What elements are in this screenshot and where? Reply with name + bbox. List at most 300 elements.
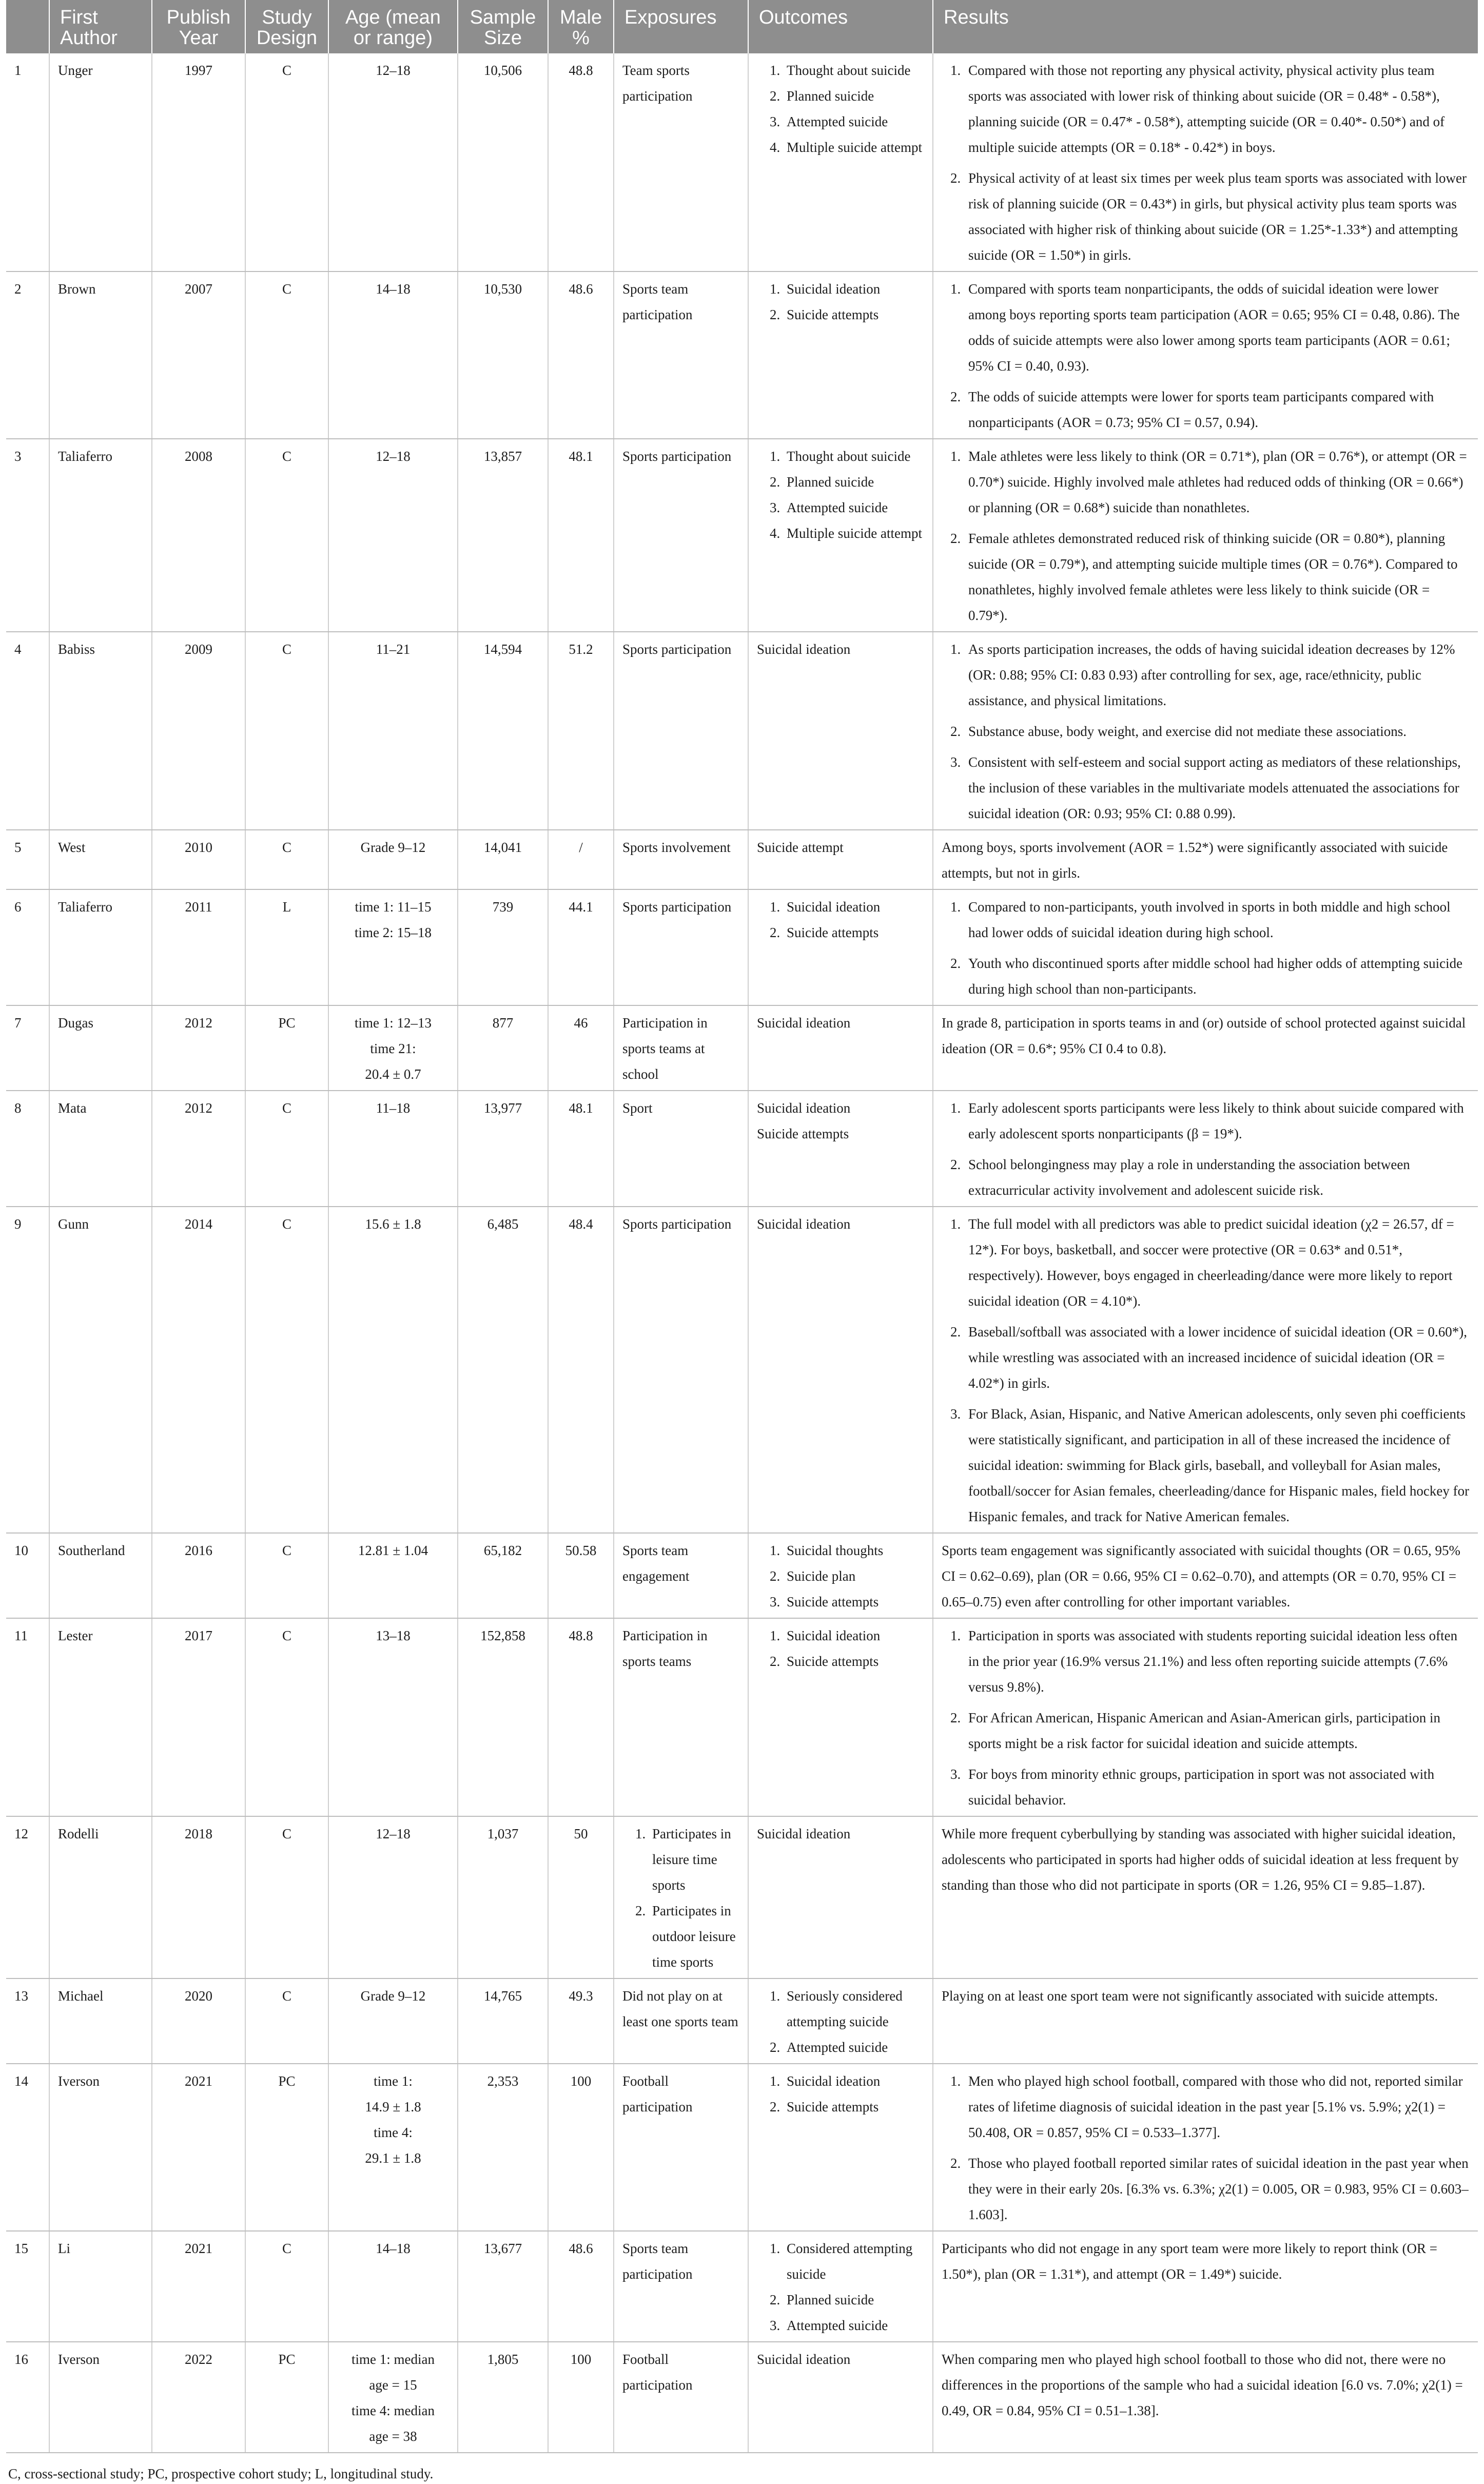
- cell-outcomes: [748, 2064, 933, 2231]
- cell-age: [328, 1005, 458, 1091]
- header-publish-year: Publish Year: [152, 0, 245, 53]
- cell-outcomes-line: Suicidal ideation: [757, 2352, 851, 2367]
- cell-number: 6: [6, 889, 49, 1005]
- cell-results: [933, 439, 1478, 632]
- cell-age: [328, 2064, 458, 2231]
- cell-study-design: C: [245, 439, 328, 632]
- cell-results: [933, 1207, 1478, 1533]
- cell-outcomes: [748, 1816, 933, 1978]
- cell-study-design: C: [245, 2231, 328, 2342]
- cell-study-design: PC: [245, 1005, 328, 1091]
- cell-exposures-line: Sports involvement: [622, 840, 731, 855]
- cell-outcomes-item: 3. Attempted suicide: [784, 495, 924, 520]
- cell-exposures-item: 2. Participates in outdoor leisure time sports: [649, 1898, 739, 1975]
- cell-first-author: Li: [49, 2231, 152, 2342]
- cell-sample-size: 14,765: [458, 1978, 548, 2064]
- table-row: [6, 2231, 1478, 2342]
- cell-outcomes-item: 2. Suicide attempts: [784, 1648, 924, 1674]
- cell-results-item: 2. Physical activity of at least six times per week plus team sports was associated with lower risk of planning suicide (OR = 0.43*) in girls, but physical activity plus team sports was associated with higher risk of thinking about suicide (OR = 1.25*-1.33*) and attempting suicide (OR = 1.50*) in girls.: [964, 165, 1470, 268]
- cell-exposures-line: Sports team engagement: [622, 1543, 690, 1584]
- cell-results-list: [942, 443, 1470, 628]
- cell-exposures: [614, 1816, 748, 1978]
- cell-results-line: While more frequent cyberbullying by standing was associated with higher suicidal ideation, adolescents who participated in sports had higher odds of suicidal ideation at less frequent by standing than those who did not participate in sports (OR = 1.26, 95% CI = 9.85–1.87).: [942, 1826, 1459, 1893]
- cell-exposures-item: 1. Participates in leisure time sports: [649, 1821, 739, 1898]
- cell-age-line: time 21:: [370, 1041, 416, 1056]
- cell-sample-size: 65,182: [458, 1533, 548, 1618]
- cell-age-line: 11–18: [376, 1100, 411, 1116]
- cell-study-design: C: [245, 632, 328, 830]
- header-exposures: Exposures: [614, 0, 748, 53]
- cell-exposures: [614, 2064, 748, 2231]
- header-results: Results: [933, 0, 1478, 53]
- cell-results-list: [942, 894, 1470, 1002]
- cell-first-author: Rodelli: [49, 1816, 152, 1978]
- cell-exposures-list: [622, 1821, 739, 1975]
- cell-age-line: time 1:: [374, 2073, 413, 2089]
- cell-exposures-line: Sports participation: [622, 642, 732, 657]
- cell-results-item: 2. School belongingness may play a role in understanding the association between extracurricular activity involvement and adolescent suicide risk.: [964, 1152, 1470, 1203]
- cell-male-percent: 44.1: [548, 889, 614, 1005]
- cell-outcomes: [748, 1005, 933, 1091]
- cell-outcomes-list: [757, 1538, 924, 1615]
- cell-age: [328, 439, 458, 632]
- cell-results-item: 1. The full model with all predictors was able to predict suicidal ideation (χ2 = 26.57, df = 12*). For boys, basketball, and soccer were protective (OR = 0.63* and 0.51*, respectively). However, boys engaged in cheerleading/dance were more likely to report suicidal ideation (OR = 4.10*).: [964, 1211, 1470, 1314]
- cell-results: [933, 53, 1478, 271]
- cell-sample-size: 14,041: [458, 830, 548, 889]
- cell-results: [933, 1978, 1478, 2064]
- cell-sample-size: 1,037: [458, 1816, 548, 1978]
- cell-outcomes-list: [757, 2068, 924, 2120]
- cell-age: [328, 830, 458, 889]
- cell-publish-year: 2010: [152, 830, 245, 889]
- header-outcomes: Outcomes: [748, 0, 933, 53]
- cell-outcomes-item: 1. Considered attempting suicide: [784, 2236, 924, 2287]
- header-study-design: Study Design: [245, 0, 328, 53]
- cell-publish-year: 2012: [152, 1005, 245, 1091]
- cell-age-line: 12–18: [376, 449, 411, 464]
- cell-age: [328, 271, 458, 439]
- cell-results-list: [942, 1095, 1470, 1203]
- header-age: Age (mean or range): [328, 0, 458, 53]
- cell-number: 4: [6, 632, 49, 830]
- cell-first-author: Taliaferro: [49, 889, 152, 1005]
- table-row: [6, 1618, 1478, 1816]
- cell-age: [328, 2231, 458, 2342]
- cell-outcomes-item: 1. Thought about suicide: [784, 57, 924, 83]
- cell-outcomes-list: [757, 276, 924, 327]
- cell-results: [933, 1533, 1478, 1618]
- table-body: [6, 53, 1478, 2453]
- cell-exposures: [614, 1618, 748, 1816]
- cell-outcomes-item: 1. Suicidal ideation: [784, 894, 924, 920]
- cell-outcomes-line: Suicidal ideation: [757, 642, 851, 657]
- cell-publish-year: 2014: [152, 1207, 245, 1533]
- cell-sample-size: 10,530: [458, 271, 548, 439]
- cell-male-percent: 50.58: [548, 1533, 614, 1618]
- table-header: [6, 0, 1478, 53]
- header-first-author: First Author: [49, 0, 152, 53]
- cell-results: [933, 830, 1478, 889]
- cell-age-line: 11–21: [376, 642, 411, 657]
- cell-exposures-line: Sports participation: [622, 899, 732, 915]
- cell-age: [328, 1618, 458, 1816]
- cell-age-line: age = 15: [369, 2377, 417, 2393]
- cell-male-percent: 48.8: [548, 1618, 614, 1816]
- cell-male-percent: /: [548, 830, 614, 889]
- cell-first-author: Dugas: [49, 1005, 152, 1091]
- cell-exposures: [614, 1207, 748, 1533]
- cell-age-line: time 4: median: [352, 2403, 435, 2418]
- table-row: [6, 2064, 1478, 2231]
- cell-outcomes: [748, 1533, 933, 1618]
- cell-publish-year: 2007: [152, 271, 245, 439]
- cell-exposures: [614, 53, 748, 271]
- header-no: [6, 0, 49, 53]
- cell-exposures: [614, 1091, 748, 1207]
- cell-male-percent: 48.4: [548, 1207, 614, 1533]
- cell-results-item: 1. Participation in sports was associated with students reporting suicidal ideation less often in the prior year (16.9% versus 21.1%) and less often reporting suicide attempts (7.6% versus 9.8%).: [964, 1623, 1470, 1700]
- cell-study-design: C: [245, 1091, 328, 1207]
- cell-outcomes-line: Suicidal ideation: [757, 1216, 851, 1232]
- cell-publish-year: 2009: [152, 632, 245, 830]
- table-row: [6, 1816, 1478, 1978]
- cell-results-item: 3. For boys from minority ethnic groups, participation in sport was not associated with suicidal behavior.: [964, 1761, 1470, 1813]
- cell-publish-year: 2021: [152, 2064, 245, 2231]
- cell-age-line: 20.4 ± 0.7: [365, 1066, 421, 1082]
- cell-results: [933, 1005, 1478, 1091]
- cell-age-line: time 1: 11–15: [355, 899, 432, 915]
- cell-male-percent: 48.6: [548, 2231, 614, 2342]
- cell-age-line: 12.81 ± 1.04: [358, 1543, 428, 1558]
- cell-publish-year: 2020: [152, 1978, 245, 2064]
- cell-study-design: PC: [245, 2342, 328, 2453]
- cell-male-percent: 51.2: [548, 632, 614, 830]
- table-row: [6, 53, 1478, 271]
- cell-exposures: [614, 1005, 748, 1091]
- cell-age: [328, 1533, 458, 1618]
- cell-number: 14: [6, 2064, 49, 2231]
- cell-outcomes-item: 2. Attempted suicide: [784, 2034, 924, 2060]
- cell-outcomes-line: Suicidal ideation: [757, 1100, 851, 1116]
- cell-results-item: 1. Compared with those not reporting any physical activity, physical activity plus team sports was associated with lower risk of thinking about suicide (OR = 0.48* - 0.58*), planning suicide (OR = 0.47* - 0.58*), attempting suicide (OR = 0.40*- 0.50*) and of multiple suicide attempts (OR = 0.18* - 0.42*) in boys.: [964, 57, 1470, 160]
- cell-results: [933, 2231, 1478, 2342]
- cell-results-item: 3. For Black, Asian, Hispanic, and Native American adolescents, only seven phi coefficients were statistically significant, and participation in all of these increased the incidence of suicidal ideation: swimming for Black girls, baseball, and volleyball for Asian males, football/soccer for Asian females, cheerleading/dance for Hispanic males, field hockey for Hispanic females, and track for Native American females.: [964, 1401, 1470, 1529]
- study-table: [6, 0, 1478, 2453]
- cell-outcomes-list: [757, 1983, 924, 2060]
- cell-first-author: Southerland: [49, 1533, 152, 1618]
- cell-sample-size: 6,485: [458, 1207, 548, 1533]
- cell-number: 2: [6, 271, 49, 439]
- cell-outcomes-list: [757, 894, 924, 945]
- cell-number: 8: [6, 1091, 49, 1207]
- cell-sample-size: 10,506: [458, 53, 548, 271]
- cell-outcomes-item: 2. Planned suicide: [784, 83, 924, 109]
- cell-outcomes-item: 1. Suicidal thoughts: [784, 1538, 924, 1563]
- cell-age-line: 12–18: [376, 1826, 411, 1841]
- cell-first-author: Unger: [49, 53, 152, 271]
- cell-outcomes: [748, 830, 933, 889]
- cell-publish-year: 2017: [152, 1618, 245, 1816]
- cell-study-design: C: [245, 1533, 328, 1618]
- cell-results-item: 1. Early adolescent sports participants were less likely to think about suicide compared with early adolescent sports nonparticipants (β = 19*).: [964, 1095, 1470, 1147]
- cell-results: [933, 1816, 1478, 1978]
- cell-male-percent: 48.6: [548, 271, 614, 439]
- cell-outcomes: [748, 632, 933, 830]
- cell-outcomes-list: [757, 1623, 924, 1674]
- cell-outcomes-item: 4. Multiple suicide attempt: [784, 520, 924, 546]
- cell-male-percent: 48.1: [548, 439, 614, 632]
- header-sample-size: Sample Size: [458, 0, 548, 53]
- cell-male-percent: 49.3: [548, 1978, 614, 2064]
- cell-results-list: [942, 1211, 1470, 1529]
- cell-results: [933, 271, 1478, 439]
- cell-age-line: Grade 9–12: [360, 840, 426, 855]
- cell-outcomes-list: [757, 57, 924, 160]
- cell-exposures: [614, 2231, 748, 2342]
- cell-outcomes-item: 3. Suicide attempts: [784, 1589, 924, 1615]
- header-male-percent: Male %: [548, 0, 614, 53]
- cell-sample-size: 739: [458, 889, 548, 1005]
- cell-number: 10: [6, 1533, 49, 1618]
- cell-publish-year: 2022: [152, 2342, 245, 2453]
- cell-male-percent: 48.1: [548, 1091, 614, 1207]
- table-row: [6, 2342, 1478, 2453]
- cell-publish-year: 1997: [152, 53, 245, 271]
- cell-age-line: 14–18: [376, 281, 411, 297]
- cell-results-item: 2. Female athletes demonstrated reduced risk of thinking suicide (OR = 0.80*), planning suicide (OR = 0.79*), and attempting suicide multiple times (OR = 0.76*). Compared to nonathletes, highly involved female athletes were less likely to think suicide (OR = 0.79*).: [964, 526, 1470, 628]
- cell-outcomes: [748, 1091, 933, 1207]
- cell-age-line: Grade 9–12: [360, 1988, 426, 2004]
- cell-age: [328, 1816, 458, 1978]
- cell-age-line: 14.9 ± 1.8: [365, 2099, 421, 2114]
- cell-outcomes-item: 2. Planned suicide: [784, 2287, 924, 2313]
- cell-first-author: Babiss: [49, 632, 152, 830]
- cell-outcomes-item: 2. Suicide attempts: [784, 302, 924, 327]
- cell-number: 9: [6, 1207, 49, 1533]
- cell-results: [933, 889, 1478, 1005]
- cell-results-line: Sports team engagement was significantly associated with suicidal thoughts (OR = 0.65, 95% CI = 0.62–0.69), plan (OR = 0.66, 95% CI = 0.62–0.70), and attempts (OR = 0.70, 95% CI = 0.65–0.75) even after controlling for other important variables.: [942, 1543, 1461, 1609]
- cell-age-line: 14–18: [376, 2241, 411, 2256]
- table-row: [6, 1533, 1478, 1618]
- cell-outcomes-item: 4. Multiple suicide attempt: [784, 134, 924, 160]
- cell-exposures-line: Football participation: [622, 2073, 693, 2114]
- cell-age-line: time 2: 15–18: [355, 925, 432, 940]
- cell-study-design: C: [245, 830, 328, 889]
- cell-number: 12: [6, 1816, 49, 1978]
- cell-male-percent: 50: [548, 1816, 614, 1978]
- cell-exposures: [614, 439, 748, 632]
- cell-study-design: C: [245, 1978, 328, 2064]
- cell-age: [328, 2342, 458, 2453]
- table-row: [6, 1207, 1478, 1533]
- cell-male-percent: 100: [548, 2064, 614, 2231]
- cell-exposures-line: Participation in sports teams: [622, 1628, 708, 1669]
- cell-study-design: C: [245, 1207, 328, 1533]
- cell-sample-size: 14,594: [458, 632, 548, 830]
- cell-male-percent: 46: [548, 1005, 614, 1091]
- cell-male-percent: 100: [548, 2342, 614, 2453]
- cell-exposures-line: Football participation: [622, 2352, 693, 2393]
- cell-outcomes-item: 2. Suicide plan: [784, 1563, 924, 1589]
- cell-exposures: [614, 830, 748, 889]
- cell-outcomes-item: 1. Seriously considered attempting suicide: [784, 1983, 924, 2034]
- table-row: [6, 889, 1478, 1005]
- cell-results-item: 2. Baseball/softball was associated with a lower incidence of suicidal ideation (OR = 0.60*), while wrestling was associated with an increased incidence of suicidal ideation (OR = 4.02*) in girls.: [964, 1319, 1470, 1396]
- cell-outcomes: [748, 2231, 933, 2342]
- cell-results-item: 2. Youth who discontinued sports after middle school had higher odds of attempting suicide during high school than non-participants.: [964, 950, 1470, 1002]
- cell-sample-size: 13,857: [458, 439, 548, 632]
- cell-number: 11: [6, 1618, 49, 1816]
- cell-sample-size: 13,677: [458, 2231, 548, 2342]
- cell-results-item: 1. As sports participation increases, the odds of having suicidal ideation decreases by 12% (OR: 0.88; 95% CI: 0.83 0.93) after controlling for sex, age, race/ethnicity, public assistance, and physical limitations.: [964, 636, 1470, 713]
- cell-outcomes-list: [757, 2236, 924, 2338]
- cell-publish-year: 2016: [152, 1533, 245, 1618]
- cell-outcomes: [748, 889, 933, 1005]
- cell-results: [933, 1618, 1478, 1816]
- cell-first-author: West: [49, 830, 152, 889]
- cell-results-line: Among boys, sports involvement (AOR = 1.52*) were significantly associated with suicide attempts, but not in girls.: [942, 840, 1448, 881]
- table-row: [6, 271, 1478, 439]
- cell-results: [933, 2064, 1478, 2231]
- cell-outcomes-item: 3. Attempted suicide: [784, 109, 924, 134]
- cell-results-item: 2. The odds of suicide attempts were lower for sports team participants compared with nonparticipants (AOR = 0.73; 95% CI = 0.57, 0.94).: [964, 384, 1470, 435]
- cell-results-list: [942, 1623, 1470, 1813]
- cell-exposures-line: Sport: [622, 1100, 653, 1116]
- cell-exposures: [614, 1978, 748, 2064]
- cell-number: 3: [6, 439, 49, 632]
- cell-age-line: time 1: 12–13: [355, 1015, 432, 1031]
- cell-exposures-line: Sports participation: [622, 449, 732, 464]
- cell-sample-size: 2,353: [458, 2064, 548, 2231]
- cell-publish-year: 2008: [152, 439, 245, 632]
- cell-outcomes-item: 1. Suicidal ideation: [784, 2068, 924, 2094]
- cell-exposures: [614, 271, 748, 439]
- cell-exposures-line: Participation in sports teams at school: [622, 1015, 708, 1082]
- cell-outcomes-line: Suicide attempt: [757, 840, 844, 855]
- cell-study-design: PC: [245, 2064, 328, 2231]
- cell-exposures: [614, 889, 748, 1005]
- cell-number: 15: [6, 2231, 49, 2342]
- cell-outcomes-line: Suicidal ideation: [757, 1826, 851, 1841]
- cell-outcomes: [748, 2342, 933, 2453]
- cell-age-line: 13–18: [376, 1628, 411, 1643]
- cell-sample-size: 13,977: [458, 1091, 548, 1207]
- cell-outcomes-item: 1. Suicidal ideation: [784, 276, 924, 302]
- cell-outcomes: [748, 1978, 933, 2064]
- cell-number: 7: [6, 1005, 49, 1091]
- cell-age: [328, 53, 458, 271]
- cell-publish-year: 2012: [152, 1091, 245, 1207]
- cell-age-line: 15.6 ± 1.8: [365, 1216, 421, 1232]
- cell-outcomes-item: 2. Planned suicide: [784, 469, 924, 495]
- cell-number: 5: [6, 830, 49, 889]
- cell-outcomes-item: 1. Thought about suicide: [784, 443, 924, 469]
- cell-age-line: time 4:: [374, 2125, 413, 2140]
- cell-results-item: 2. For African American, Hispanic American and Asian-American girls, participation in sports might be a risk factor for suicidal ideation and suicide attempts.: [964, 1705, 1470, 1756]
- cell-first-author: Brown: [49, 271, 152, 439]
- cell-number: 16: [6, 2342, 49, 2453]
- cell-exposures: [614, 2342, 748, 2453]
- cell-results: [933, 632, 1478, 830]
- table-row: [6, 1978, 1478, 2064]
- cell-age: [328, 1207, 458, 1533]
- cell-results-line: Playing on at least one sport team were not significantly associated with suicide attempts.: [942, 1988, 1438, 2004]
- table-row: [6, 439, 1478, 632]
- cell-results-line: When comparing men who played high school football to those who did not, there were no differences in the proportions of the sample who had a suicidal ideation [6.0 vs. 7.0%; χ2(1) = 0.49, OR = 0.84, 95% CI = 0.51–1.38].: [942, 2352, 1463, 2418]
- cell-sample-size: 877: [458, 1005, 548, 1091]
- cell-age: [328, 889, 458, 1005]
- cell-exposures-line: Did not play on at least one sports team: [622, 1988, 738, 2029]
- cell-results-item: 2. Substance abuse, body weight, and exercise did not mediate these associations.: [964, 719, 1470, 744]
- cell-outcomes: [748, 439, 933, 632]
- cell-study-design: C: [245, 53, 328, 271]
- cell-male-percent: 48.8: [548, 53, 614, 271]
- cell-results-item: 2. Those who played football reported similar rates of suicidal ideation in the past year when they were in their early 20s. [6.3% vs. 6.3%; χ2(1) = 0.005, OR = 0.983, 95% CI = 0.603–1.603].: [964, 2150, 1470, 2227]
- cell-results-list: [942, 636, 1470, 826]
- cell-results-item: 1. Men who played high school football, compared with those who did not, reported similar rates of lifetime diagnosis of suicidal ideation in the past year [5.1% vs. 5.9%; χ2(1) = 50.408, OR = 0.857, 95% CI = 0.533–1.377].: [964, 2068, 1470, 2145]
- cell-publish-year: 2011: [152, 889, 245, 1005]
- table-footnote: C, cross-sectional study; PC, prospective cohort study; L, longitudinal study.: [8, 2466, 434, 2481]
- cell-outcomes-line: Suicidal ideation: [757, 1015, 851, 1031]
- cell-exposures-line: Team sports participation: [622, 63, 693, 104]
- cell-outcomes-item: 1. Suicidal ideation: [784, 1623, 924, 1648]
- cell-results-item: 1. Male athletes were less likely to think (OR = 0.71*), plan (OR = 0.76*), or attempt (OR = 0.70*) suicide. Highly involved male athletes had reduced odds of thinking (OR = 0.66*) or planning (OR = 0.68*) suicide than nonathletes.: [964, 443, 1470, 520]
- cell-number: 13: [6, 1978, 49, 2064]
- table-row: [6, 1005, 1478, 1091]
- cell-study-design: C: [245, 271, 328, 439]
- cell-outcomes: [748, 53, 933, 271]
- cell-first-author: Gunn: [49, 1207, 152, 1533]
- cell-sample-size: 152,858: [458, 1618, 548, 1816]
- cell-age-line: time 1: median: [352, 2352, 435, 2367]
- cell-results-line: Participants who did not engage in any sport team were more likely to report think (OR = 1.50*), plan (OR = 1.31*), and attempt (OR = 1.49*) suicide.: [942, 2241, 1438, 2282]
- cell-outcomes-item: 3. Attempted suicide: [784, 2313, 924, 2338]
- cell-age-line: 29.1 ± 1.8: [365, 2150, 421, 2166]
- cell-exposures-line: Sports participation: [622, 1216, 732, 1232]
- cell-outcomes: [748, 1207, 933, 1533]
- cell-results: [933, 2342, 1478, 2453]
- cell-results-line: In grade 8, participation in sports teams in and (or) outside of school protected against suicidal ideation (OR = 0.6*; 95% CI 0.4 to 0.8).: [942, 1015, 1466, 1056]
- cell-exposures-line: Sports team participation: [622, 281, 693, 322]
- cell-exposures: [614, 632, 748, 830]
- cell-results-list: [942, 276, 1470, 435]
- cell-publish-year: 2018: [152, 1816, 245, 1978]
- cell-outcomes: [748, 1618, 933, 1816]
- cell-outcomes-item: 2. Suicide attempts: [784, 920, 924, 945]
- cell-publish-year: 2021: [152, 2231, 245, 2342]
- cell-results-item: 1. Compared to non-participants, youth involved in sports in both middle and high school had lower odds of suicidal ideation during high school.: [964, 894, 1470, 945]
- cell-outcomes-list: [757, 443, 924, 546]
- cell-first-author: Taliaferro: [49, 439, 152, 632]
- cell-results: [933, 1091, 1478, 1207]
- cell-study-design: C: [245, 1618, 328, 1816]
- cell-exposures: [614, 1533, 748, 1618]
- cell-age: [328, 632, 458, 830]
- cell-number: 1: [6, 53, 49, 271]
- cell-age: [328, 1091, 458, 1207]
- cell-results-item: 1. Compared with sports team nonparticipants, the odds of suicidal ideation were lower among boys reporting sports team participation (AOR = 0.65; 95% CI = 0.48, 0.86). The odds of suicide attempts were also lower among sports team participants (AOR = 0.61; 95% CI = 0.40, 0.93).: [964, 276, 1470, 379]
- cell-age-line: 12–18: [376, 63, 411, 78]
- header-row: [6, 0, 1478, 53]
- cell-study-design: C: [245, 1816, 328, 1978]
- cell-outcomes-item: 2. Suicide attempts: [784, 2094, 924, 2120]
- cell-first-author: Iverson: [49, 2064, 152, 2231]
- cell-first-author: Michael: [49, 1978, 152, 2064]
- cell-exposures-line: Sports team participation: [622, 2241, 693, 2282]
- table-row: [6, 830, 1478, 889]
- cell-outcomes-line: Suicide attempts: [757, 1126, 849, 1141]
- cell-age: [328, 1978, 458, 2064]
